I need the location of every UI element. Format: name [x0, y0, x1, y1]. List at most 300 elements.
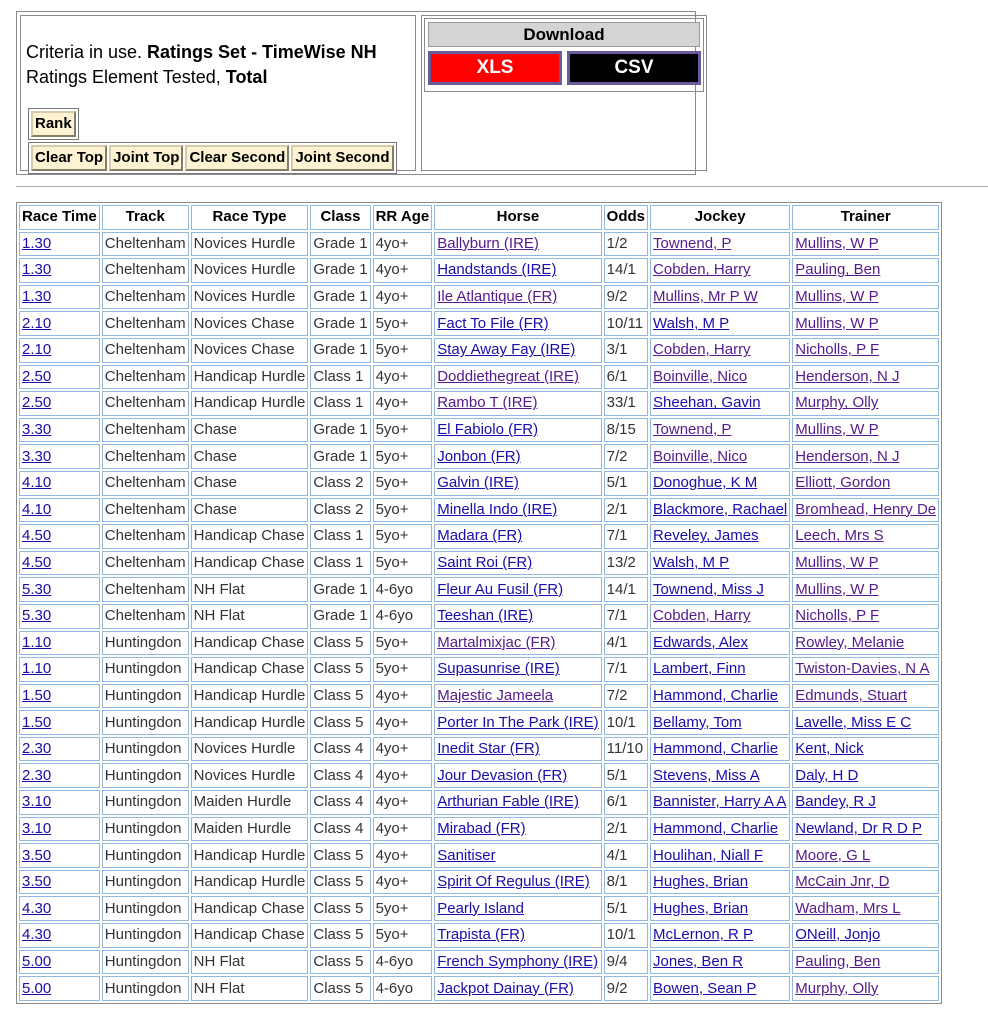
trainer-link[interactable]: ONeill, Jonjo	[795, 926, 881, 944]
column-header-rr-age: RR Age	[373, 205, 433, 230]
jockey-link[interactable]: Bannister, Harry A A	[653, 793, 787, 811]
race-time-link[interactable]: 3.10	[22, 793, 52, 811]
horse-link[interactable]: El Fabiolo (FR)	[437, 421, 539, 439]
table-row	[19, 604, 939, 629]
race-time-link[interactable]: 4.10	[22, 500, 52, 518]
trainer-link[interactable]: Mullins, W P	[795, 554, 879, 572]
column-header-trainer: Trainer	[792, 205, 939, 230]
horse-link[interactable]: Mirabad (FR)	[437, 819, 526, 837]
age-cell: 5yo+	[373, 551, 433, 576]
horse-link[interactable]: Fact To File (FR)	[437, 314, 549, 332]
joint-second-button[interactable]: Joint Second	[291, 145, 393, 171]
track-cell: Huntingdon	[102, 710, 189, 735]
race-time-cell	[19, 577, 100, 602]
race-time-link[interactable]: 2.30	[22, 766, 52, 784]
column-header-track: Track	[102, 205, 189, 230]
class-cell: Class 4	[310, 763, 370, 788]
table-row	[19, 817, 939, 842]
trainer-link[interactable]: Mullins, W P	[795, 314, 879, 332]
horse-link[interactable]: Rambo T (IRE)	[437, 394, 538, 412]
horse-link[interactable]: Inedit Star (FR)	[437, 740, 540, 758]
track-cell: Huntingdon	[102, 737, 189, 762]
horse-link[interactable]: Madara (FR)	[437, 527, 523, 545]
horse-cell	[434, 444, 601, 469]
odds-cell: 3/1	[604, 338, 648, 363]
class-cell: Class 5	[310, 923, 370, 948]
trainer-cell	[792, 365, 939, 390]
race-time-link[interactable]: 2.10	[22, 341, 52, 359]
track-cell: Cheltenham	[102, 338, 189, 363]
table-row	[19, 444, 939, 469]
odds-cell: 10/11	[604, 311, 648, 336]
age-cell: 5yo+	[373, 896, 433, 921]
race-type-cell: Handicap Hurdle	[191, 684, 309, 709]
trainer-link[interactable]: Kent, Nick	[795, 740, 864, 758]
trainer-link[interactable]: Nicholls, P F	[795, 341, 880, 359]
odds-cell: 4/1	[604, 843, 648, 868]
horse-link[interactable]: Martalmixjac (FR)	[437, 633, 556, 651]
table-row	[19, 551, 939, 576]
jockey-link[interactable]: Hammond, Charlie	[653, 819, 779, 837]
horse-cell	[434, 311, 601, 336]
race-time-cell	[19, 471, 100, 496]
race-time-link[interactable]: 1.10	[22, 660, 52, 678]
horse-link[interactable]: Ballyburn (IRE)	[437, 234, 539, 252]
trainer-link[interactable]: Lavelle, Miss E C	[795, 713, 912, 731]
race-type-cell: Chase	[191, 471, 309, 496]
jockey-link[interactable]: Cobden, Harry	[653, 341, 751, 359]
horse-cell	[434, 710, 601, 735]
jockey-link[interactable]: Boinville, Nico	[653, 447, 748, 465]
criteria-panel	[16, 11, 696, 175]
horse-cell	[434, 843, 601, 868]
trainer-link[interactable]: Twiston-Davies, N A	[795, 660, 930, 678]
track-cell: Cheltenham	[102, 258, 189, 283]
trainer-cell	[792, 631, 939, 656]
trainer-link[interactable]: Mullins, W P	[795, 288, 879, 306]
table-row	[19, 950, 939, 975]
rank-cell	[28, 108, 79, 140]
horse-link[interactable]: Galvin (IRE)	[437, 474, 519, 492]
age-cell: 5yo+	[373, 524, 433, 549]
class-cell: Grade 1	[310, 285, 370, 310]
clear-top-button[interactable]: Clear Top	[31, 145, 107, 171]
trainer-link[interactable]: Rowley, Melanie	[795, 633, 905, 651]
track-cell: Huntingdon	[102, 763, 189, 788]
race-time-link[interactable]: 2.10	[22, 314, 52, 332]
track-cell: Huntingdon	[102, 976, 189, 1001]
column-header-jockey: Jockey	[650, 205, 790, 230]
table-row	[19, 391, 939, 416]
age-cell: 4-6yo	[373, 950, 433, 975]
jockey-link[interactable]: Walsh, M P	[653, 314, 730, 332]
trainer-cell	[792, 418, 939, 443]
jockey-link[interactable]: Bellamy, Tom	[653, 713, 742, 731]
race-time-cell	[19, 843, 100, 868]
race-type-cell: Maiden Hurdle	[191, 817, 309, 842]
race-time-cell	[19, 258, 100, 283]
horse-cell	[434, 577, 601, 602]
race-time-cell	[19, 817, 100, 842]
odds-cell: 33/1	[604, 391, 648, 416]
race-time-link[interactable]: 2.30	[22, 740, 52, 758]
jockey-link[interactable]: Jones, Ben R	[653, 952, 744, 970]
race-time-link[interactable]: 1.50	[22, 686, 52, 704]
trainer-link[interactable]: Mullins, W P	[795, 421, 879, 439]
track-cell: Huntingdon	[102, 684, 189, 709]
jockey-link[interactable]: Townend, Miss J	[653, 580, 764, 598]
rank-button[interactable]: Rank	[31, 111, 76, 137]
jockey-cell	[650, 737, 790, 762]
jockey-link[interactable]: Sheehan, Gavin	[653, 394, 761, 412]
age-cell: 5yo+	[373, 923, 433, 948]
class-cell: Class 5	[310, 950, 370, 975]
race-time-link[interactable]: 1.30	[22, 288, 52, 306]
horse-link[interactable]: Handstands (IRE)	[437, 261, 557, 279]
race-time-cell	[19, 604, 100, 629]
table-row	[19, 232, 939, 257]
trainer-cell	[792, 737, 939, 762]
race-time-link[interactable]: 1.30	[22, 234, 52, 252]
track-cell: Huntingdon	[102, 817, 189, 842]
trainer-link[interactable]: Mullins, W P	[795, 234, 879, 252]
track-cell: Huntingdon	[102, 896, 189, 921]
race-time-link[interactable]: 3.50	[22, 873, 52, 891]
age-cell: 4-6yo	[373, 604, 433, 629]
odds-cell: 4/1	[604, 631, 648, 656]
trainer-link[interactable]: Newland, Dr R D P	[795, 819, 922, 837]
track-cell: Huntingdon	[102, 631, 189, 656]
odds-cell: 7/2	[604, 684, 648, 709]
race-type-cell: Novices Hurdle	[191, 232, 309, 257]
track-cell: Cheltenham	[102, 604, 189, 629]
track-cell: Huntingdon	[102, 923, 189, 948]
table-row	[19, 737, 939, 762]
odds-cell: 5/1	[604, 763, 648, 788]
trainer-cell	[792, 923, 939, 948]
odds-cell: 14/1	[604, 258, 648, 283]
odds-cell: 7/2	[604, 444, 648, 469]
jockey-link[interactable]: Hughes, Brian	[653, 873, 749, 891]
trainer-link[interactable]: Henderson, N J	[795, 367, 900, 385]
horse-cell	[434, 870, 601, 895]
age-cell: 4yo+	[373, 817, 433, 842]
jockey-link[interactable]: Lambert, Finn	[653, 660, 746, 678]
element-label: Ratings Element Tested,	[26, 67, 226, 87]
download-box	[421, 15, 707, 171]
race-time-cell	[19, 923, 100, 948]
class-cell: Grade 1	[310, 258, 370, 283]
race-time-cell	[19, 737, 100, 762]
horse-link[interactable]: Jackpot Dainay (FR)	[437, 979, 574, 997]
horse-link[interactable]: Spirit Of Regulus (IRE)	[437, 873, 590, 891]
race-time-link[interactable]: 4.50	[22, 527, 52, 545]
jockey-cell	[650, 391, 790, 416]
horse-link[interactable]: Saint Roi (FR)	[437, 554, 533, 572]
race-time-cell	[19, 551, 100, 576]
trainer-link[interactable]: Pauling, Ben	[795, 952, 881, 970]
race-time-link[interactable]: 3.50	[22, 846, 52, 864]
race-time-cell	[19, 285, 100, 310]
jockey-cell	[650, 498, 790, 523]
odds-cell: 9/4	[604, 950, 648, 975]
class-cell: Class 5	[310, 896, 370, 921]
trainer-cell	[792, 551, 939, 576]
race-time-link[interactable]: 5.30	[22, 607, 52, 625]
trainer-cell	[792, 896, 939, 921]
jockey-link[interactable]: Hammond, Charlie	[653, 740, 779, 758]
race-type-cell: Novices Chase	[191, 311, 309, 336]
horse-cell	[434, 790, 601, 815]
age-cell: 5yo+	[373, 471, 433, 496]
race-time-link[interactable]: 1.50	[22, 713, 52, 731]
horse-link[interactable]: French Symphony (IRE)	[437, 952, 599, 970]
horse-cell	[434, 285, 601, 310]
horse-link[interactable]: Stay Away Fay (IRE)	[437, 341, 576, 359]
clear-second-button[interactable]: Clear Second	[185, 145, 289, 171]
race-type-cell: Novices Hurdle	[191, 258, 309, 283]
trainer-link[interactable]: Murphy, Olly	[795, 979, 879, 997]
trainer-link[interactable]: Henderson, N J	[795, 447, 900, 465]
age-cell: 4yo+	[373, 258, 433, 283]
trainer-cell	[792, 232, 939, 257]
race-time-cell	[19, 657, 100, 682]
table-row	[19, 338, 939, 363]
class-cell: Class 5	[310, 843, 370, 868]
trainer-cell	[792, 577, 939, 602]
horse-link[interactable]: Jour Devasion (FR)	[437, 766, 568, 784]
race-time-link[interactable]: 1.10	[22, 633, 52, 651]
horse-link[interactable]: Fleur Au Fusil (FR)	[437, 580, 564, 598]
criteria-box	[20, 15, 416, 171]
horse-link[interactable]: Sanitiser	[437, 846, 496, 864]
age-cell: 4yo+	[373, 285, 433, 310]
track-cell: Huntingdon	[102, 843, 189, 868]
trainer-link[interactable]: Bromhead, Henry De	[795, 500, 937, 518]
race-time-link[interactable]: 4.30	[22, 899, 52, 917]
age-cell: 4yo+	[373, 763, 433, 788]
jockey-cell	[650, 684, 790, 709]
jockey-cell	[650, 604, 790, 629]
race-time-cell	[19, 790, 100, 815]
race-time-link[interactable]: 4.30	[22, 926, 52, 944]
class-cell: Class 4	[310, 737, 370, 762]
jockey-link[interactable]: Houlihan, Niall F	[653, 846, 764, 864]
odds-cell: 1/2	[604, 232, 648, 257]
race-time-cell	[19, 524, 100, 549]
jockey-link[interactable]: Reveley, James	[653, 527, 759, 545]
race-type-cell: Novices Hurdle	[191, 763, 309, 788]
race-time-link[interactable]: 2.50	[22, 394, 52, 412]
race-type-cell: Maiden Hurdle	[191, 790, 309, 815]
race-type-cell: Handicap Hurdle	[191, 391, 309, 416]
horse-cell	[434, 524, 601, 549]
table-row	[19, 976, 939, 1001]
trainer-link[interactable]: McCain Jnr, D	[795, 873, 890, 891]
trainer-cell	[792, 258, 939, 283]
horse-link[interactable]: Porter In The Park (IRE)	[437, 713, 599, 731]
race-time-link[interactable]: 1.30	[22, 261, 52, 279]
download-title: Download	[428, 22, 700, 47]
race-time-link[interactable]: 3.30	[22, 447, 52, 465]
race-type-cell: Chase	[191, 418, 309, 443]
jockey-link[interactable]: Mullins, Mr P W	[653, 288, 758, 306]
horse-cell	[434, 657, 601, 682]
horse-cell	[434, 631, 601, 656]
trainer-link[interactable]: Daly, H D	[795, 766, 859, 784]
trainer-link[interactable]: Bandey, R J	[795, 793, 876, 811]
horse-link[interactable]: Ile Atlantique (FR)	[437, 288, 558, 306]
criteria-text	[26, 40, 377, 90]
jockey-cell	[650, 258, 790, 283]
track-cell: Cheltenham	[102, 232, 189, 257]
trainer-link[interactable]: Moore, G L	[795, 846, 871, 864]
xls-download-button[interactable]: XLS	[428, 51, 562, 85]
column-header-odds: Odds	[604, 205, 648, 230]
column-header-horse: Horse	[434, 205, 601, 230]
jockey-link[interactable]: Edwards, Alex	[653, 633, 749, 651]
horse-link[interactable]: Trapista (FR)	[437, 926, 525, 944]
jockey-cell	[650, 365, 790, 390]
odds-cell: 13/2	[604, 551, 648, 576]
table-row	[19, 763, 939, 788]
track-cell: Cheltenham	[102, 551, 189, 576]
criteria-label: Criteria in use.	[26, 42, 148, 62]
age-cell: 4yo+	[373, 365, 433, 390]
odds-cell: 6/1	[604, 365, 648, 390]
trainer-link[interactable]: Leech, Mrs S	[795, 527, 884, 545]
table-row	[19, 923, 939, 948]
horse-link[interactable]: Jonbon (FR)	[437, 447, 521, 465]
jockey-cell	[650, 232, 790, 257]
csv-download-button[interactable]: CSV	[567, 51, 701, 85]
trainer-link[interactable]: Wadham, Mrs L	[795, 899, 901, 917]
race-time-link[interactable]: 5.00	[22, 979, 52, 997]
table-row	[19, 577, 939, 602]
trainer-link[interactable]: Edmunds, Stuart	[795, 686, 907, 704]
horse-link[interactable]: Pearly Island	[437, 899, 524, 917]
table-row	[19, 258, 939, 283]
age-cell: 4yo+	[373, 843, 433, 868]
trainer-cell	[792, 657, 939, 682]
race-time-cell	[19, 950, 100, 975]
race-time-link[interactable]: 5.30	[22, 580, 52, 598]
class-cell: Class 5	[310, 631, 370, 656]
horse-link[interactable]: Arthurian Fable (IRE)	[437, 793, 579, 811]
jockey-link[interactable]: Townend, P	[653, 421, 732, 439]
horse-link[interactable]: Majestic Jameela	[437, 686, 554, 704]
jockey-cell	[650, 950, 790, 975]
jockey-link[interactable]: McLernon, R P	[653, 926, 754, 944]
race-time-link[interactable]: 3.30	[22, 421, 52, 439]
age-cell: 4yo+	[373, 737, 433, 762]
race-time-link[interactable]: 2.50	[22, 367, 52, 385]
horse-link[interactable]: Doddiethegreat (IRE)	[437, 367, 579, 385]
table-row	[19, 684, 939, 709]
jockey-link[interactable]: Hammond, Charlie	[653, 686, 779, 704]
race-type-cell: Novices Hurdle	[191, 737, 309, 762]
race-time-cell	[19, 631, 100, 656]
horse-cell	[434, 551, 601, 576]
horse-link[interactable]: Minella Indo (IRE)	[437, 500, 558, 518]
jockey-link[interactable]: Donoghue, K M	[653, 474, 758, 492]
horse-cell	[434, 338, 601, 363]
race-time-cell	[19, 976, 100, 1001]
trainer-link[interactable]: Murphy, Olly	[795, 394, 879, 412]
table-row	[19, 524, 939, 549]
race-time-cell	[19, 684, 100, 709]
track-cell: Cheltenham	[102, 365, 189, 390]
jockey-cell	[650, 524, 790, 549]
table-row	[19, 311, 939, 336]
class-cell: Grade 1	[310, 338, 370, 363]
jockey-link[interactable]: Cobden, Harry	[653, 261, 751, 279]
horse-cell	[434, 976, 601, 1001]
jockey-link[interactable]: Bowen, Sean P	[653, 979, 757, 997]
jockey-link[interactable]: Hughes, Brian	[653, 899, 749, 917]
jockey-link[interactable]: Boinville, Nico	[653, 367, 748, 385]
table-row	[19, 285, 939, 310]
race-time-link[interactable]: 4.10	[22, 474, 52, 492]
race-type-cell: Handicap Hurdle	[191, 365, 309, 390]
race-time-cell	[19, 311, 100, 336]
race-type-cell: Novices Hurdle	[191, 285, 309, 310]
trainer-link[interactable]: Pauling, Ben	[795, 261, 881, 279]
jockey-link[interactable]: Townend, P	[653, 234, 732, 252]
race-time-link[interactable]: 4.50	[22, 554, 52, 572]
horse-link[interactable]: Supasunrise (IRE)	[437, 660, 560, 678]
jockey-cell	[650, 843, 790, 868]
odds-cell: 14/1	[604, 577, 648, 602]
jockey-link[interactable]: Stevens, Miss A	[653, 766, 760, 784]
race-time-link[interactable]: 3.10	[22, 819, 52, 837]
jockey-cell	[650, 763, 790, 788]
trainer-cell	[792, 311, 939, 336]
column-header-race-time: Race Time	[19, 205, 100, 230]
jockey-cell	[650, 896, 790, 921]
table-row	[19, 870, 939, 895]
race-time-link[interactable]: 5.00	[22, 952, 52, 970]
jockey-link[interactable]: Blackmore, Rachael	[653, 500, 788, 518]
race-type-cell: Handicap Hurdle	[191, 710, 309, 735]
horse-cell	[434, 817, 601, 842]
age-cell: 4-6yo	[373, 976, 433, 1001]
joint-top-button[interactable]: Joint Top	[109, 145, 183, 171]
horse-link[interactable]: Teeshan (IRE)	[437, 607, 534, 625]
track-cell: Cheltenham	[102, 498, 189, 523]
race-type-cell: Chase	[191, 498, 309, 523]
trainer-link[interactable]: Mullins, W P	[795, 580, 879, 598]
class-cell: Grade 1	[310, 418, 370, 443]
race-type-cell: Handicap Chase	[191, 631, 309, 656]
track-cell: Huntingdon	[102, 870, 189, 895]
odds-cell: 9/2	[604, 976, 648, 1001]
age-cell: 5yo+	[373, 631, 433, 656]
class-cell: Grade 1	[310, 604, 370, 629]
trainer-link[interactable]: Elliott, Gordon	[795, 474, 891, 492]
jockey-link[interactable]: Cobden, Harry	[653, 607, 751, 625]
trainer-link[interactable]: Nicholls, P F	[795, 607, 880, 625]
race-type-cell: Handicap Chase	[191, 657, 309, 682]
trainer-cell	[792, 524, 939, 549]
horse-cell	[434, 604, 601, 629]
horse-cell	[434, 258, 601, 283]
race-time-cell	[19, 391, 100, 416]
jockey-link[interactable]: Walsh, M P	[653, 554, 730, 572]
jockey-cell	[650, 710, 790, 735]
class-cell: Class 4	[310, 817, 370, 842]
track-cell: Huntingdon	[102, 657, 189, 682]
